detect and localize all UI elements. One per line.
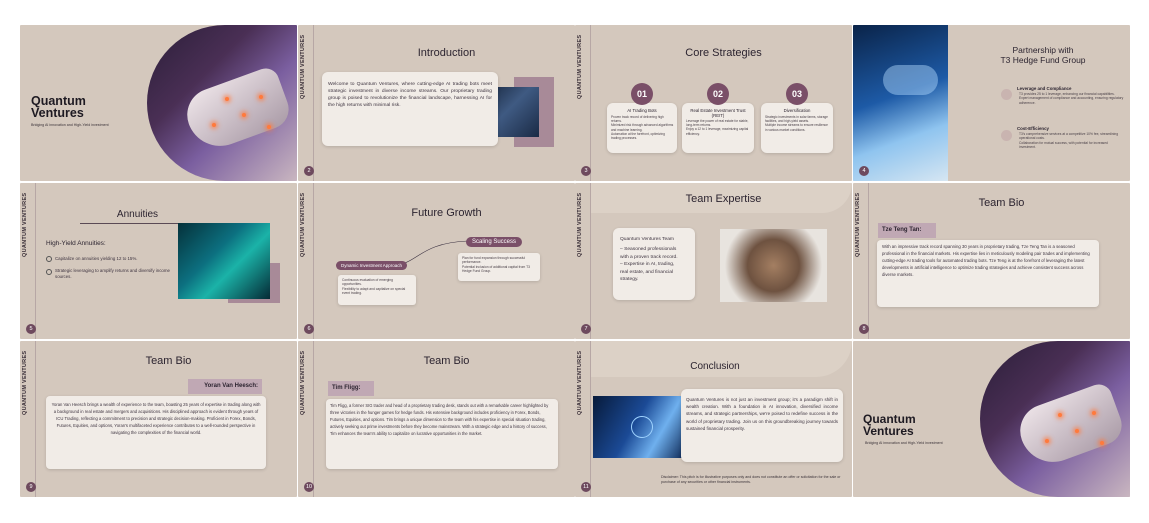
strategy-1-bullet-2: Minimized risk through advanced algorithms and machine learning. (611, 123, 674, 132)
name-tag (328, 381, 374, 396)
slide-thumbnail-7[interactable] (575, 183, 852, 339)
slide-thumbnail-5[interactable] (20, 183, 297, 339)
page-number: 5 (26, 324, 36, 334)
slide-thumbnail-12[interactable] (853, 341, 1130, 497)
strategy-1-bullet-3: Automation at the forefront, optimizing trading processes. (611, 131, 665, 141)
annuities-bullet-1: Capitalize on annuities yielding 12 to 15%. (55, 256, 138, 262)
strategy-number-3: 03 (786, 83, 808, 105)
scaling-bullet-1: Plan for fund expansion through successful performance. (462, 256, 526, 265)
vertical-label: QUANTUM VENTURES (855, 192, 861, 257)
vertical-label: QUANTUM VENTURES (577, 350, 583, 415)
team-line-4: real estate, and financial (620, 269, 674, 275)
vertical-label: QUANTUM VENTURES (300, 192, 306, 257)
conclusion-text: Quantum Ventures is not just an investment group; it's a paradigm shift in wealth creation. With a foundation in AI innovation, diversified income streams, and strategic partnerships, we're poised to redefine success in the world of proprietary trading. Join us on this groundbreaking journey towards sustained financial prosperity. (686, 397, 838, 431)
page-number: 4 (859, 166, 869, 176)
vertical-label: QUANTUM VENTURES (300, 350, 306, 415)
strategy-3-bullet-1: Strategic investments in solar farms, storage facilities, and high-yield assets. (765, 115, 828, 124)
brand-title (863, 413, 916, 437)
vertical-label: QUANTUM VENTURES (577, 192, 583, 257)
strategy-heading-1: AI Trading Bots (627, 108, 657, 113)
team-line-5: strategy. (620, 277, 639, 283)
page-number: 7 (581, 324, 591, 334)
partnership-item-2-heading: Cost-Efficiency (1017, 126, 1049, 131)
annuities-subtitle: High-Yield Annuities: (46, 240, 106, 247)
bio-card (877, 240, 1099, 307)
robot-hand-image (980, 341, 1130, 497)
dynamic-bullet-1: Continuous evaluation of emerging opportunities. (342, 278, 393, 287)
slide-title: Team Bio (423, 355, 470, 367)
team-card (613, 228, 695, 300)
partnership-item-1-bullet-1: T3 provides 25 to 1 leverage, enhancing our financial capabilities. (1019, 92, 1115, 96)
strategy-heading-3: Diversification (783, 108, 811, 113)
slide-title-line1: Partnership with (1012, 45, 1074, 55)
robot-market-image (178, 223, 270, 299)
slide-title: Future Growth (411, 207, 482, 219)
page-number: 11 (581, 482, 591, 492)
brand-title-line1: Quantum (863, 412, 916, 426)
slide-thumbnail-1[interactable] (20, 25, 297, 181)
slide-title (968, 45, 1118, 65)
slide-thumbnail-3[interactable] (575, 25, 852, 181)
slide-title: Core Strategies (685, 47, 762, 59)
vertical-label: QUANTUM VENTURES (577, 34, 583, 99)
strategy-2-bullet-2: Enjoy a 12 to 1 leverage, maximizing capital efficiency. (686, 127, 749, 136)
strategy-heading-2: Real Estate Investment Trust (REIT) (690, 108, 746, 118)
bio-name: Yoran Van Heesch: (204, 383, 258, 389)
strategy-1-bullet-1: Proven track record of delivering high returns. (611, 115, 664, 124)
title-underline (80, 223, 190, 224)
slide-title: Annuities (116, 209, 159, 220)
brand-tagline: Bridging AI innovation and High-Yield investment (865, 441, 943, 445)
slide-title: Conclusion (690, 361, 740, 372)
annuities-bullet-2: Strategic leveraging to amplify returns and diversify income sources. (55, 268, 170, 280)
cost-efficiency-icon (1001, 130, 1012, 141)
slide-thumbnail-10[interactable] (298, 341, 575, 497)
team-card-title: Quantum Ventures Team (620, 237, 675, 242)
slide-thumbnail-4[interactable] (853, 25, 1130, 181)
name-tag (878, 223, 936, 238)
vertical-label: QUANTUM VENTURES (22, 192, 28, 257)
slide-title: Team Bio (978, 197, 1025, 209)
slide-thumbnail-2[interactable] (298, 25, 575, 181)
scaling-bullet-2: Potential inclusion of additional capital from T3 Hedge Fund Group. (462, 264, 530, 273)
bio-name: Tze Teng Tan: (882, 227, 922, 233)
disclaimer: Disclaimer: This pitch is for illustrative purposes only and does not constitute an offer or solicitation for the sale or purchase of any securities or other financial instruments. (661, 475, 841, 484)
brand-title-line2: Ventures (31, 106, 84, 120)
crypto-ai-image (593, 396, 685, 458)
slide-title: Team Expertise (685, 193, 762, 205)
dynamic-bullet-2: Flexibility to adapt and capitalize on special event trading. (342, 286, 406, 295)
slide-title: Introduction (417, 47, 476, 59)
partnership-item-2-bullet-2: Collaboration for mutual success, with potential for increased investment. (1019, 140, 1108, 149)
bio-text: With an impressive track record spanning 30 years in proprietary trading, Tze Teng Tan is a seasoned professional in the financial markets. His expertise lies in meticulously modeling pair trades and implementing cutting-edge AI trading tools for automated trading bots. Tze Teng is at the forefront of leveraging the latest developments in artificial intelligence to optimize trading strategies and achieve consistent success across diverse markets. (882, 244, 1090, 277)
intro-card (322, 72, 498, 146)
compliance-icon (1001, 89, 1012, 100)
slide-thumbnail-6[interactable] (298, 183, 575, 339)
conclusion-card (681, 389, 843, 462)
page-number: 3 (581, 166, 591, 176)
dynamic-approach-label: Dynamic Investment Approach (336, 261, 407, 270)
slide-title: Team Bio (145, 355, 192, 367)
team-line-2: with a proven track record. (620, 254, 678, 260)
brand-title-line1: Quantum (31, 94, 86, 108)
brand-title (31, 95, 86, 119)
robot-hand-image (147, 25, 297, 181)
page-number: 2 (304, 166, 314, 176)
name-tag (188, 379, 262, 394)
slide-thumbnail-9[interactable] (20, 341, 297, 497)
bio-name: Tim Fligg: (332, 385, 361, 391)
vertical-label: QUANTUM VENTURES (22, 350, 28, 415)
scaling-success-label: Scaling Success (466, 237, 522, 247)
page-number: 10 (305, 484, 313, 490)
strategy-2-bullet-1: Leverage the power of real estate for stable, long-term returns. (686, 119, 749, 128)
digital-hand-image (853, 25, 948, 181)
slide-title-line2: T3 Hedge Fund Group (1000, 55, 1086, 65)
bio-text: Yoran Van Heesch brings a wealth of experience to the team, boasting 25 years of expertise in trading along with a background in real estate and mergers and acquisitions. His disciplined approach is evident through years of ICU Trading, reflecting a commitment to precision and strategic decision-making. Proficient in Forex, Bonds, Futures, Equities, and options, Yoran's multifaceted experience contributes to a well-rounded perspective in navigating the complexities of the financial world. (51, 402, 261, 436)
bio-card (326, 399, 558, 469)
team-line-3: – Expertise in AI, trading, (620, 262, 675, 268)
partnership-item-1-heading: Leverage and Compliance (1017, 86, 1072, 91)
vertical-label: QUANTUM VENTURES (300, 34, 306, 99)
strategy-number-1: 01 (631, 83, 653, 105)
strategy-number-2: 02 (707, 83, 729, 105)
page-number: 8 (859, 324, 869, 334)
brand-title-line2: Ventures (863, 424, 914, 438)
slide-thumbnail-11[interactable] (575, 341, 852, 497)
team-meeting-image (720, 229, 827, 302)
page-number: 9 (26, 482, 36, 492)
partnership-item-2-bullet-1: T3's comprehensive services at a competitive 10% fee, streamlining operational costs. (1019, 132, 1119, 141)
bio-card (46, 396, 266, 469)
intro-text: Welcome to Quantum Ventures, where cutting-edge AI trading bots meet strategic investment in diverse income streams. Our proprietary trading group is poised to revolutionize the financial landscape, harnessing AI for the high returns with minimal risk. (328, 82, 492, 108)
bio-text: Tim Fligg, a former SIG trader and head of a proprietary trading desk, stands out with a remarkable career highlighted by three victories in the hunger games for hedge funds. His extensive background includes proficiency in Forex, Bonds, Futures, Equities, and options. Tim brings a unique dimension to the team with his expertise in special situation trading, actively seeking out prime investments before they become mainstream. With a strategic edge and a history of success, Tim enhances the team's ability to capitalize on lucrative opportunities in the market. (330, 403, 549, 436)
team-line-1: – Seasoned professionals (620, 247, 677, 253)
strategy-3-bullet-2: Multiple income streams to ensure resilience in various market conditions. (765, 123, 828, 132)
page-number: 6 (304, 324, 314, 334)
slide-thumbnail-8[interactable] (853, 183, 1130, 339)
partnership-item-1-bullet-2: Expert management of compliance and accounting, ensuring regulatory adherence. (1019, 96, 1124, 105)
brand-tagline: Bridging AI innovation and High-Yield investment (31, 123, 109, 127)
